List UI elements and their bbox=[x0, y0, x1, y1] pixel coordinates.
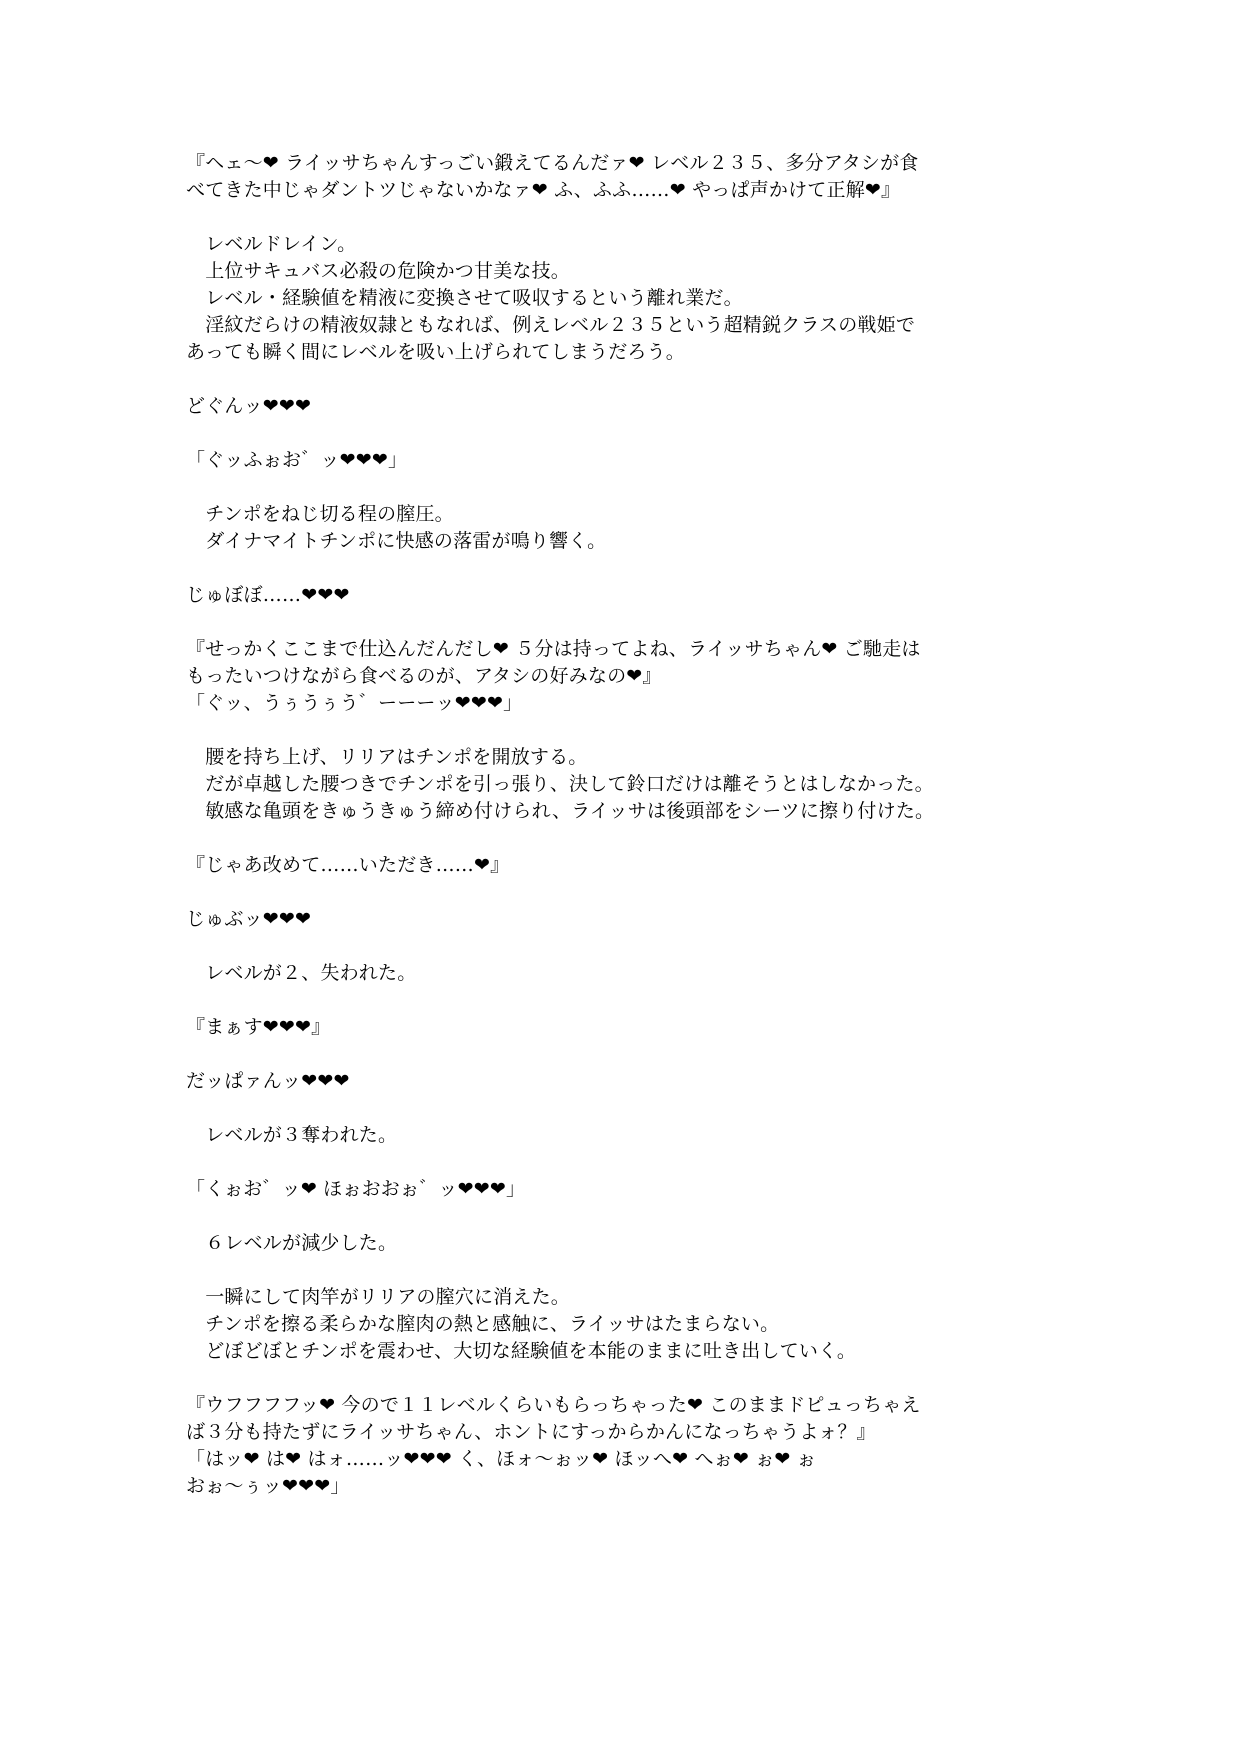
text-line: 淫紋だらけの精液奴隷ともなれば、例えレベル２３５という超精鋭クラスの戦姫で bbox=[186, 314, 916, 336]
text-line: べてきた中じゃダントツじゃないかなァ❤ ふ、ふふ……❤ やっぱ声かけて正解❤』 bbox=[186, 179, 901, 201]
blank-line bbox=[186, 420, 1066, 447]
blank-line bbox=[186, 933, 1066, 960]
blank-line bbox=[186, 1041, 1066, 1068]
text-line: 「くぉお゛ッ❤ ほぉおおぉ゛ッ❤❤❤」 bbox=[186, 1178, 526, 1200]
text-line: 『ヘェ〜❤ ライッサちゃんすっごい鍛えてるんだァ❤ レベル２３５、多分アタシが食 bbox=[186, 152, 919, 174]
text-line: じゅぼぼ……❤❤❤ bbox=[186, 584, 350, 606]
text-line: レベルが３奪われた。 bbox=[186, 1124, 398, 1146]
text-line: 一瞬にして肉竿がリリアの膣穴に消えた。 bbox=[186, 1286, 571, 1308]
text-line: 『ウフフフフッ❤ 今ので１１レベルくらいもらっちゃった❤ このままドピュっちゃえ bbox=[186, 1394, 921, 1416]
text-line: レベルドレイン。 bbox=[186, 233, 357, 255]
text-line: じゅぶッ❤❤❤ bbox=[186, 908, 312, 930]
text-line: チンポをねじ切る程の膣圧。 bbox=[186, 503, 454, 525]
blank-line bbox=[186, 1095, 1066, 1122]
text-line: ば３分も持たずにライッサちゃん、ホントにすっからかんになっちゃうよォ？』 bbox=[186, 1421, 876, 1443]
text-line: レベル・経験値を精液に変換させて吸収するという離れ業だ。 bbox=[186, 287, 743, 309]
text-line: 敏感な亀頭をきゅうきゅう締め付けられ、ライッサは後頭部をシーツに擦り付けた。 bbox=[186, 800, 935, 822]
text-line: あっても瞬く間にレベルを吸い上げられてしまうだろう。 bbox=[186, 341, 686, 363]
text-line: 腰を持ち上げ、リリアはチンポを開放する。 bbox=[186, 746, 588, 768]
text-line: どぼどぼとチンポを震わせ、大切な経験値を本能のままに吐き出していく。 bbox=[186, 1340, 857, 1362]
text-line: だッぱァんッ❤❤❤ bbox=[186, 1070, 350, 1092]
text-line: 『じゃあ改めて……いただき……❤』 bbox=[186, 854, 510, 876]
text-line: 「ぐッふぉお゛ッ❤❤❤」 bbox=[186, 449, 408, 471]
text-line: ６レベルが減少した。 bbox=[186, 1232, 398, 1254]
blank-line bbox=[186, 717, 1066, 744]
text-line: 『まぁす❤❤❤』 bbox=[186, 1016, 331, 1038]
blank-line bbox=[186, 1203, 1066, 1230]
blank-line bbox=[186, 474, 1066, 501]
blank-line bbox=[186, 204, 1066, 231]
text-line: おぉ〜ぅッ❤❤❤」 bbox=[186, 1475, 350, 1497]
blank-line bbox=[186, 366, 1066, 393]
blank-line bbox=[186, 1365, 1066, 1392]
text-line: 上位サキュバス必殺の危険かつ甘美な技。 bbox=[186, 260, 571, 282]
blank-line bbox=[186, 825, 1066, 852]
blank-line bbox=[186, 609, 1066, 636]
novel-text-body bbox=[186, 150, 1066, 1500]
text-line: ダイナマイトチンポに快感の落雷が鳴り響く。 bbox=[186, 530, 607, 552]
text-line: 『せっかくここまで仕込んだんだし❤ ５分は持ってよね、ライッサちゃん❤ ご馳走は bbox=[186, 638, 921, 660]
text-line: もったいつけながら食べるのが、アタシの好みなの❤』 bbox=[186, 665, 662, 687]
blank-line bbox=[186, 1257, 1066, 1284]
blank-line bbox=[186, 879, 1066, 906]
blank-line bbox=[186, 555, 1066, 582]
blank-line bbox=[186, 1149, 1066, 1176]
text-line: だが卓越した腰つきでチンポを引っ張り、決して鈴口だけは離そうとはしなかった。 bbox=[186, 773, 934, 795]
text-line: どぐんッ❤❤❤ bbox=[186, 395, 312, 417]
text-line: レベルが２、失われた。 bbox=[186, 962, 417, 984]
text-line: 「ぐッ、うぅうぅう゛ーーーッ❤❤❤」 bbox=[186, 692, 523, 714]
blank-line bbox=[186, 987, 1066, 1014]
text-line: チンポを擦る柔らかな膣肉の熱と感触に、ライッサはたまらない。 bbox=[186, 1313, 780, 1335]
text-line: 「はッ❤ は❤ はォ……ッ❤❤❤ く、ほォ〜ぉッ❤ ほッへ❤ へぉ❤ ぉ❤ ぉ bbox=[186, 1448, 816, 1470]
